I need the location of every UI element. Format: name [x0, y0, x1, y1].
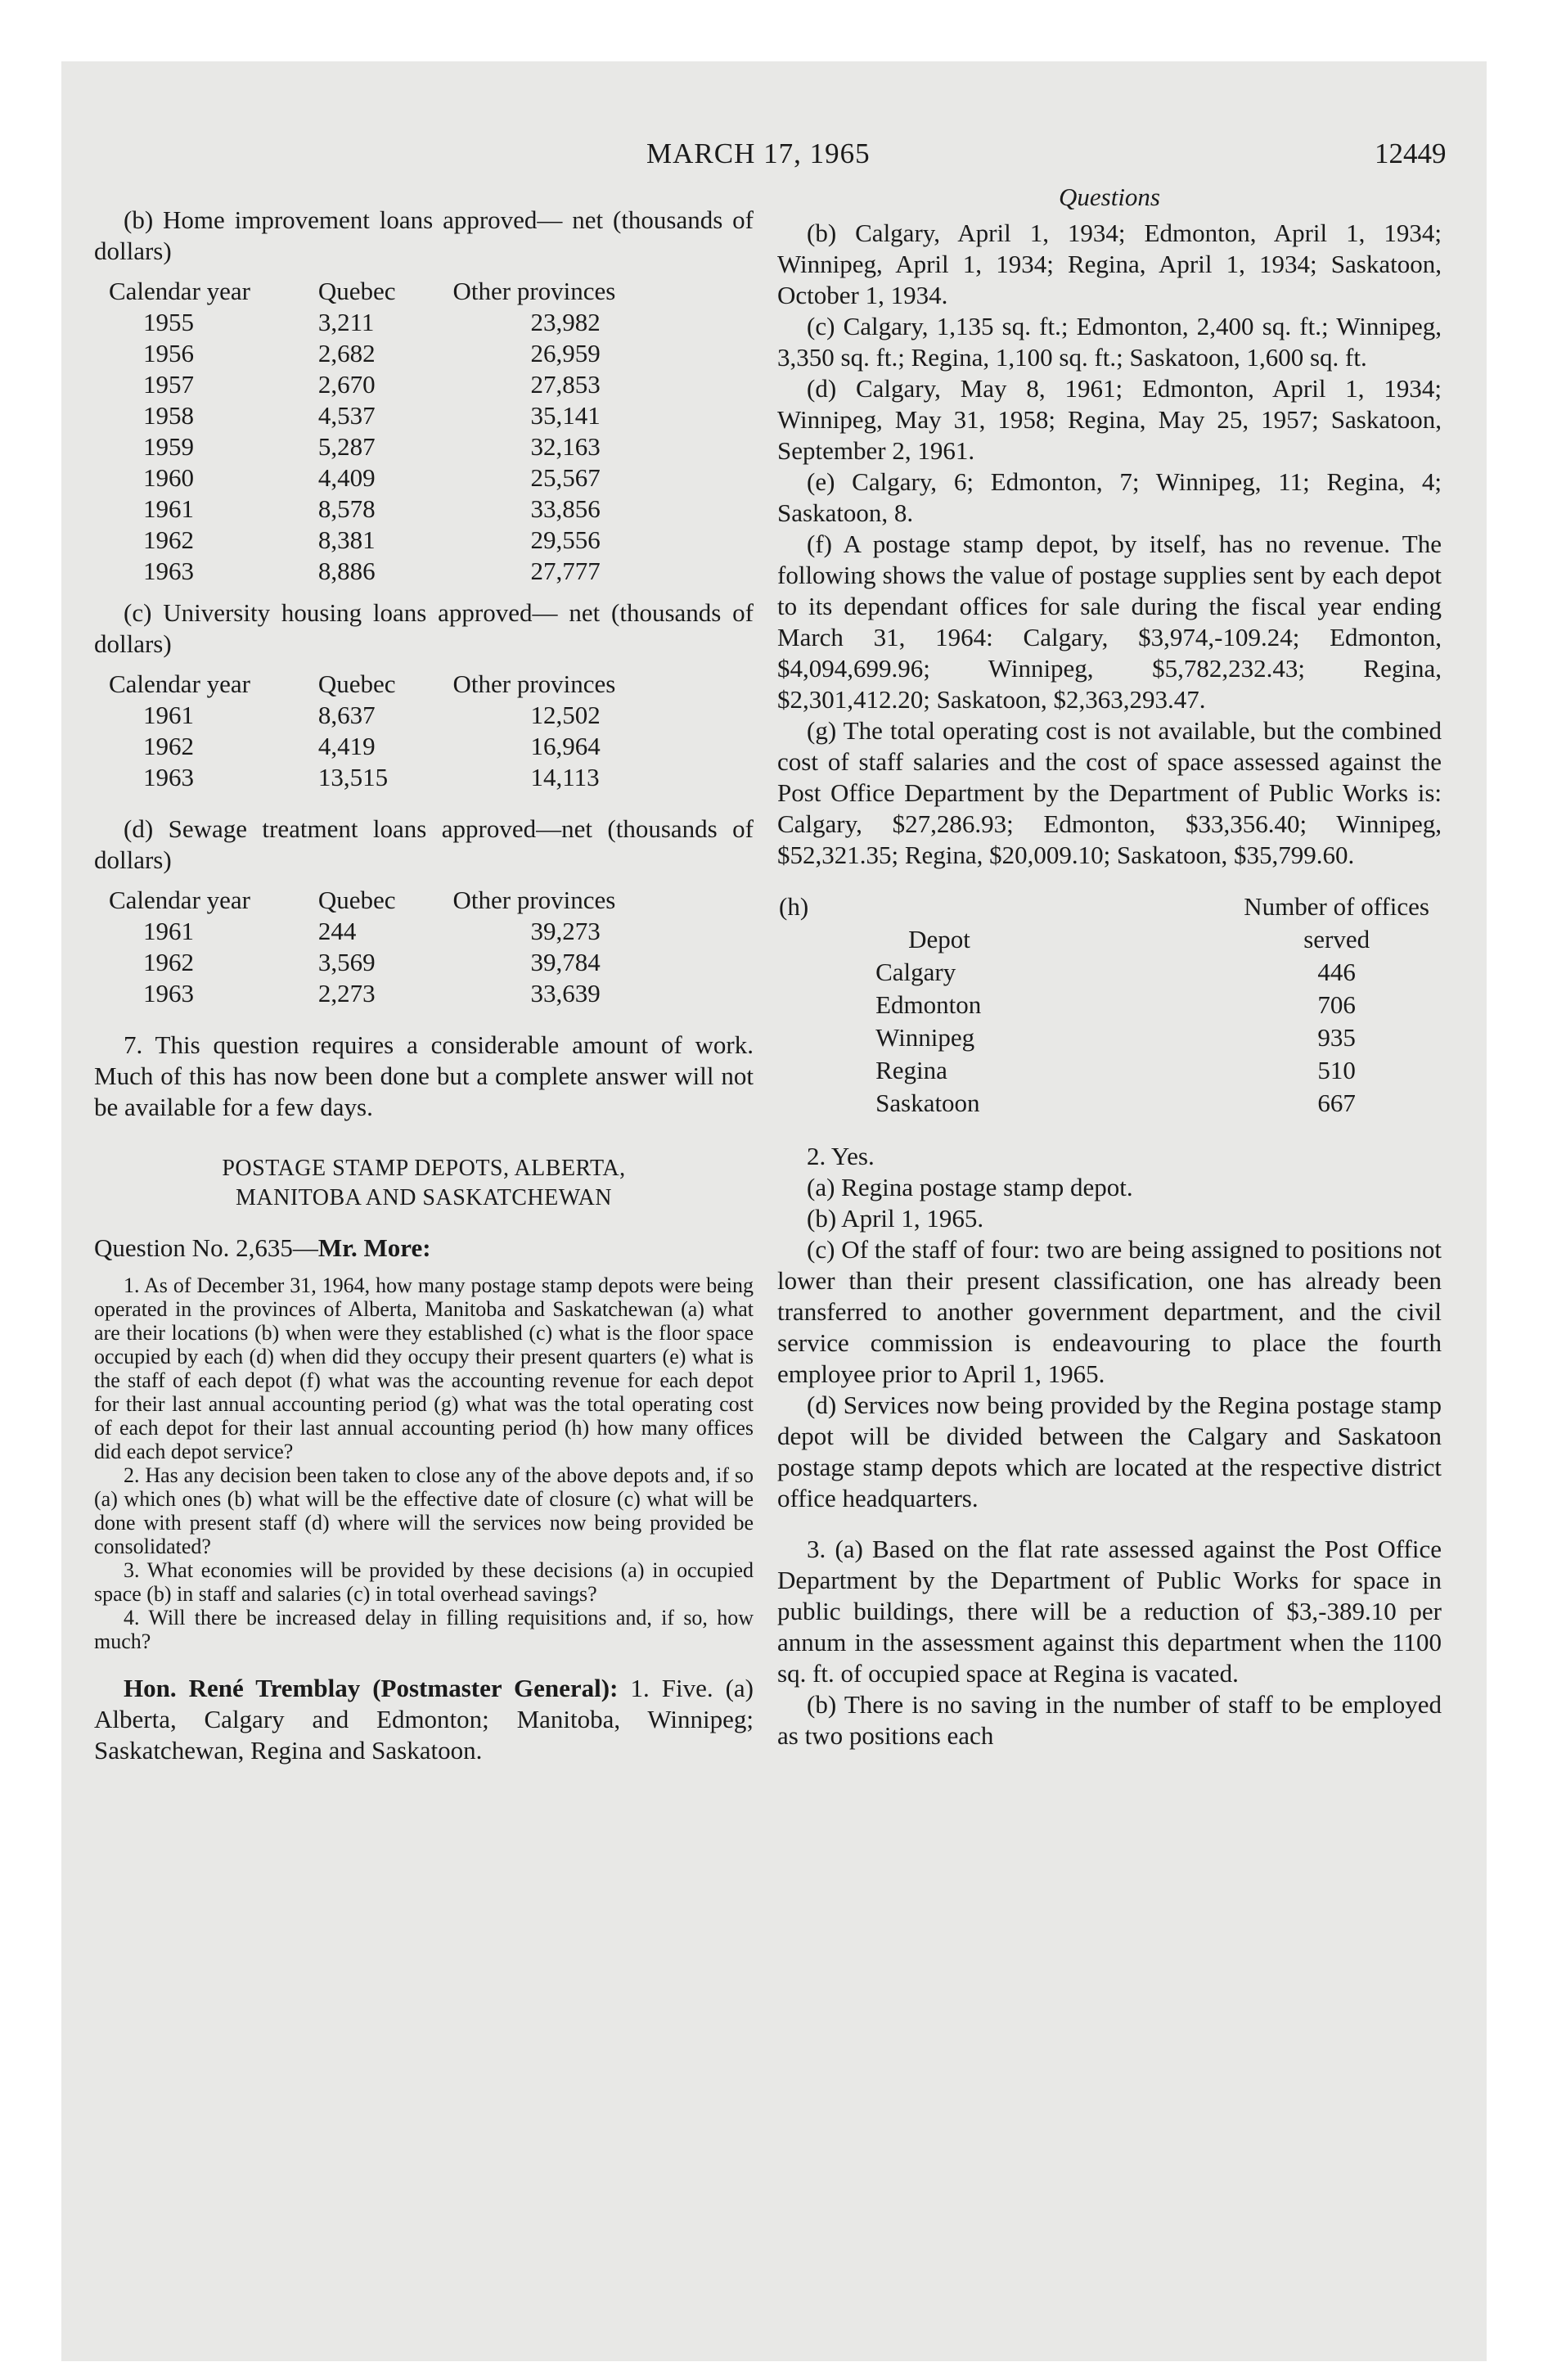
answer-paragraph	[94, 1673, 754, 1766]
quebec-cell: 3,211	[317, 308, 375, 336]
header-spacer	[779, 925, 874, 956]
quebec-cell: 4,537	[317, 401, 376, 430]
offices-served-table	[777, 890, 1442, 1121]
table-header-row	[779, 925, 1440, 956]
section-title-line-1: POSTAGE STAMP DEPOTS, ALBERTA,	[222, 1156, 626, 1181]
quebec-cell: 4,409	[317, 463, 376, 492]
depot-name-cell: Winnipeg	[875, 1023, 975, 1052]
other-provinces-cell: 27,853	[530, 370, 601, 399]
table-row	[94, 463, 754, 494]
table-row	[94, 763, 754, 794]
table-row	[94, 701, 754, 732]
answer-1f: (f) A postage stamp depot, by itself, has no revenue. The following shows the value of postage supplies sent by each depot to its dependant offices for sale during the fiscal year ending March 31, 1964: Calgary, $3,974,-109.24; Edmonton, $4,094,699.96; Winnipeg, $5,782,232.43; Regina, $2,301,412.20; Saskatoon, $2,363,293.47.	[777, 530, 1442, 714]
offices-count-cell: 446	[1317, 958, 1356, 986]
year-cell: 1957	[143, 370, 194, 399]
year-cell: 1962	[143, 525, 194, 554]
depot-name-cell: Calgary	[875, 958, 956, 986]
offices-count-cell: 935	[1317, 1023, 1356, 1052]
quebec-cell: 3,569	[317, 948, 376, 976]
row-spacer	[779, 1056, 874, 1087]
page-date: MARCH 17, 1965	[646, 137, 871, 169]
table-row	[94, 948, 754, 979]
other-provinces-cell: 33,639	[530, 979, 601, 1007]
header-spacer	[875, 892, 1231, 923]
quebec-cell: 8,381	[317, 525, 376, 554]
col-header-quebec: Quebec	[317, 886, 396, 914]
question-heading	[94, 1233, 754, 1264]
year-cell: 1955	[143, 308, 194, 336]
year-cell: 1963	[143, 763, 194, 791]
table-row	[94, 308, 754, 339]
university-housing-table	[94, 669, 754, 794]
depot-name-cell: Edmonton	[875, 990, 982, 1019]
depot-name-cell: Saskatoon	[875, 1089, 980, 1117]
table-header-row	[94, 886, 754, 917]
other-provinces-cell: 32,163	[530, 432, 601, 461]
question-3: 3. What economies will be provided by these decisions (a) in occupied space (b) in staff and salaries (c) in total overhead savings?	[94, 1558, 754, 1606]
col-header-other: Other provinces	[452, 277, 616, 305]
quebec-cell: 13,515	[317, 763, 389, 791]
question-1: 1. As of December 31, 1964, how many postage stamp depots were being operated in the provinces of Alberta, Manitoba and Saskatchewan (a) what are their locations (b) when were they established (c) what is the floor space occupied by each (d) when did they occupy their present quarters (e) what is the staff of each depot (f) what was the accounting revenue for each depot for their last annual accounting period (g) what was the total operating cost of each depot for their last annual accounting period (h) how many offices did each depot service?	[94, 1273, 754, 1463]
depot-name-cell: Regina	[875, 1056, 947, 1084]
question-member: Mr. More:	[317, 1233, 431, 1262]
answer-2: 2. Yes.	[807, 1142, 875, 1170]
table-row	[779, 958, 1440, 989]
year-cell: 1963	[143, 979, 194, 1007]
table-row	[94, 432, 754, 463]
answer-1d: (d) Calgary, May 8, 1961; Edmonton, April 1, 1934; Winnipeg, May 31, 1958; Regina, May 25, 1957; Saskatoon, September 2, 1961.	[777, 374, 1442, 465]
answer-1e: (e) Calgary, 6; Edmonton, 7; Winnipeg, 11; Regina, 4; Saskatoon, 8.	[777, 467, 1442, 527]
other-provinces-cell: 16,964	[530, 732, 601, 760]
section-title-line-2: MANITOBA AND SASKATCHEWAN	[235, 1185, 613, 1210]
row-spacer	[779, 990, 874, 1021]
col-header-depot: Depot	[908, 925, 970, 953]
col-header-served: served	[1303, 925, 1370, 953]
sewage-intro: (d) Sewage treatment loans approved—net (thousands of dollars)	[94, 814, 754, 874]
quebec-cell: 4,419	[317, 732, 376, 760]
table-row	[94, 401, 754, 432]
question-4: 4. Will there be increased delay in filling requisitions and, if so, how much?	[94, 1606, 754, 1653]
answer-2b: (b) April 1, 1965.	[807, 1204, 984, 1233]
col-header-quebec: Quebec	[317, 277, 396, 305]
row-spacer	[779, 958, 874, 989]
table-row	[779, 1089, 1440, 1120]
col-header-other: Other provinces	[452, 886, 616, 914]
quebec-cell: 8,886	[317, 557, 376, 585]
table-row	[94, 979, 754, 1010]
year-cell: 1962	[143, 732, 194, 760]
other-provinces-cell: 12,502	[530, 701, 601, 729]
year-cell: 1962	[143, 948, 194, 976]
question-2: 2. Has any decision been taken to close any of the above depots and, if so (a) which ones (b) what will be the effective date of closure (c) what will be done with present staff (d) where will the services now being provided be consolidated?	[94, 1463, 754, 1558]
table-row	[94, 339, 754, 370]
quebec-cell: 2,682	[317, 339, 376, 367]
year-cell: 1960	[143, 463, 194, 492]
year-cell: 1961	[143, 701, 194, 729]
answer-1b: (b) Calgary, April 1, 1934; Edmonton, April 1, 1934; Winnipeg, April 1, 1934; Regina, April 1, 1934; Saskatoon, October 1, 1934.	[777, 219, 1442, 309]
answer-3b: (b) There is no saving in the number of staff to be employed as two positions each	[777, 1690, 1442, 1750]
table-row	[94, 370, 754, 401]
quebec-cell: 2,670	[317, 370, 376, 399]
answer-2d: (d) Services now being provided by the Regina postage stamp depot will be divided between the Calgary and Saskatoon postage stamp depots which are located at the respective district office headquarters.	[777, 1391, 1442, 1512]
col-header-year: Calendar year	[109, 277, 250, 305]
answer-1g: (g) The total operating cost is not available, but the combined cost of staff salaries and the cost of space assessed against the Post Office Department by the Department of Public Works is: Calgary, $27,286.93; Edmonton, $33,356.40; Winnipeg, $52,321.35; Regina, $20,009.10; Saskatoon, $35,799.60.	[777, 716, 1442, 869]
answer-3a: 3. (a) Based on the flat rate assessed against the Post Office Department by the Department of Public Works for space in public buildings, there will be a reduction of $3,-389.10 per annum in the assessment against this department when the 1100 sq. ft. of occupied space at Regina is vacated.	[777, 1535, 1442, 1688]
year-cell: 1963	[143, 557, 194, 585]
year-cell: 1958	[143, 401, 194, 430]
question-number: Question No. 2,635—	[94, 1233, 318, 1262]
answer-1c: (c) Calgary, 1,135 sq. ft.; Edmonton, 2,400 sq. ft.; Winnipeg, 3,350 sq. ft.; Regina, 1,100 sq. ft.; Saskatoon, 1,600 sq. ft.	[777, 312, 1442, 372]
table-header-row	[779, 892, 1440, 923]
answer-2a: (a) Regina postage stamp depot.	[807, 1173, 1133, 1201]
other-provinces-cell: 23,982	[530, 308, 601, 336]
table-row	[779, 1023, 1440, 1054]
col-header-offices: Number of offices	[1244, 892, 1429, 921]
other-provinces-cell: 35,141	[530, 401, 601, 430]
university-housing-intro: (c) University housing loans approved— net (thousands of dollars)	[94, 598, 754, 658]
other-provinces-cell: 39,273	[530, 917, 601, 945]
table-row	[94, 557, 754, 588]
other-provinces-cell: 33,856	[530, 494, 601, 523]
running-head: Questions	[1059, 183, 1160, 211]
quebec-cell: 244	[317, 917, 357, 945]
col-header-other: Other provinces	[452, 669, 616, 698]
quebec-cell: 5,287	[317, 432, 376, 461]
other-provinces-cell: 25,567	[530, 463, 601, 492]
offices-count-cell: 706	[1317, 990, 1356, 1019]
year-cell: 1956	[143, 339, 194, 367]
table-row	[779, 990, 1440, 1021]
other-provinces-cell: 14,113	[530, 763, 600, 791]
other-provinces-cell: 26,959	[530, 339, 601, 367]
col-header-quebec: Quebec	[317, 669, 396, 698]
home-improvement-table	[94, 277, 754, 588]
answer-1: 1. Five. (a) Alberta, Calgary and Edmonton; Manitoba, Winnipeg; Saskatchewan, Regina and Saskatoon.	[94, 1674, 754, 1765]
row-spacer	[779, 1089, 874, 1120]
year-cell: 1961	[143, 494, 194, 523]
other-provinces-cell: 29,556	[530, 525, 601, 554]
page-number: 12449	[1375, 137, 1447, 169]
right-column	[777, 182, 1442, 1751]
answer-1h-label: (h)	[779, 892, 809, 921]
year-cell: 1961	[143, 917, 194, 945]
table-row	[94, 732, 754, 763]
table-header-row	[94, 669, 754, 701]
col-header-year: Calendar year	[109, 886, 250, 914]
col-header-year: Calendar year	[109, 669, 250, 698]
quebec-cell: 8,578	[317, 494, 376, 523]
home-improvement-intro: (b) Home improvement loans approved— net (thousands of dollars)	[94, 205, 754, 265]
table-row	[94, 494, 754, 525]
table-row	[94, 525, 754, 557]
item-7-text: 7. This question requires a considerable amount of work. Much of this has now been done but a complete answer will not be available for a few days.	[94, 1030, 754, 1121]
row-spacer	[779, 1023, 874, 1054]
other-provinces-cell: 27,777	[530, 557, 601, 585]
answer-2c: (c) Of the staff of four: two are being assigned to positions not lower than their present classification, one has already been transferred to another government department, and the civil service commission is endeavouring to place the fourth employee prior to April 1, 1965.	[777, 1235, 1442, 1388]
answer-speaker: Hon. René Tremblay (Postmaster General):	[124, 1674, 619, 1702]
table-row	[779, 1056, 1440, 1087]
table-row	[94, 917, 754, 948]
offices-count-cell: 510	[1317, 1056, 1356, 1084]
year-cell: 1959	[143, 432, 194, 461]
offices-count-cell: 667	[1317, 1089, 1356, 1117]
quebec-cell: 8,637	[317, 701, 376, 729]
other-provinces-cell: 39,784	[530, 948, 601, 976]
left-column	[94, 205, 754, 1766]
quebec-cell: 2,273	[317, 979, 376, 1007]
sewage-table	[94, 886, 754, 1010]
table-header-row	[94, 277, 754, 308]
